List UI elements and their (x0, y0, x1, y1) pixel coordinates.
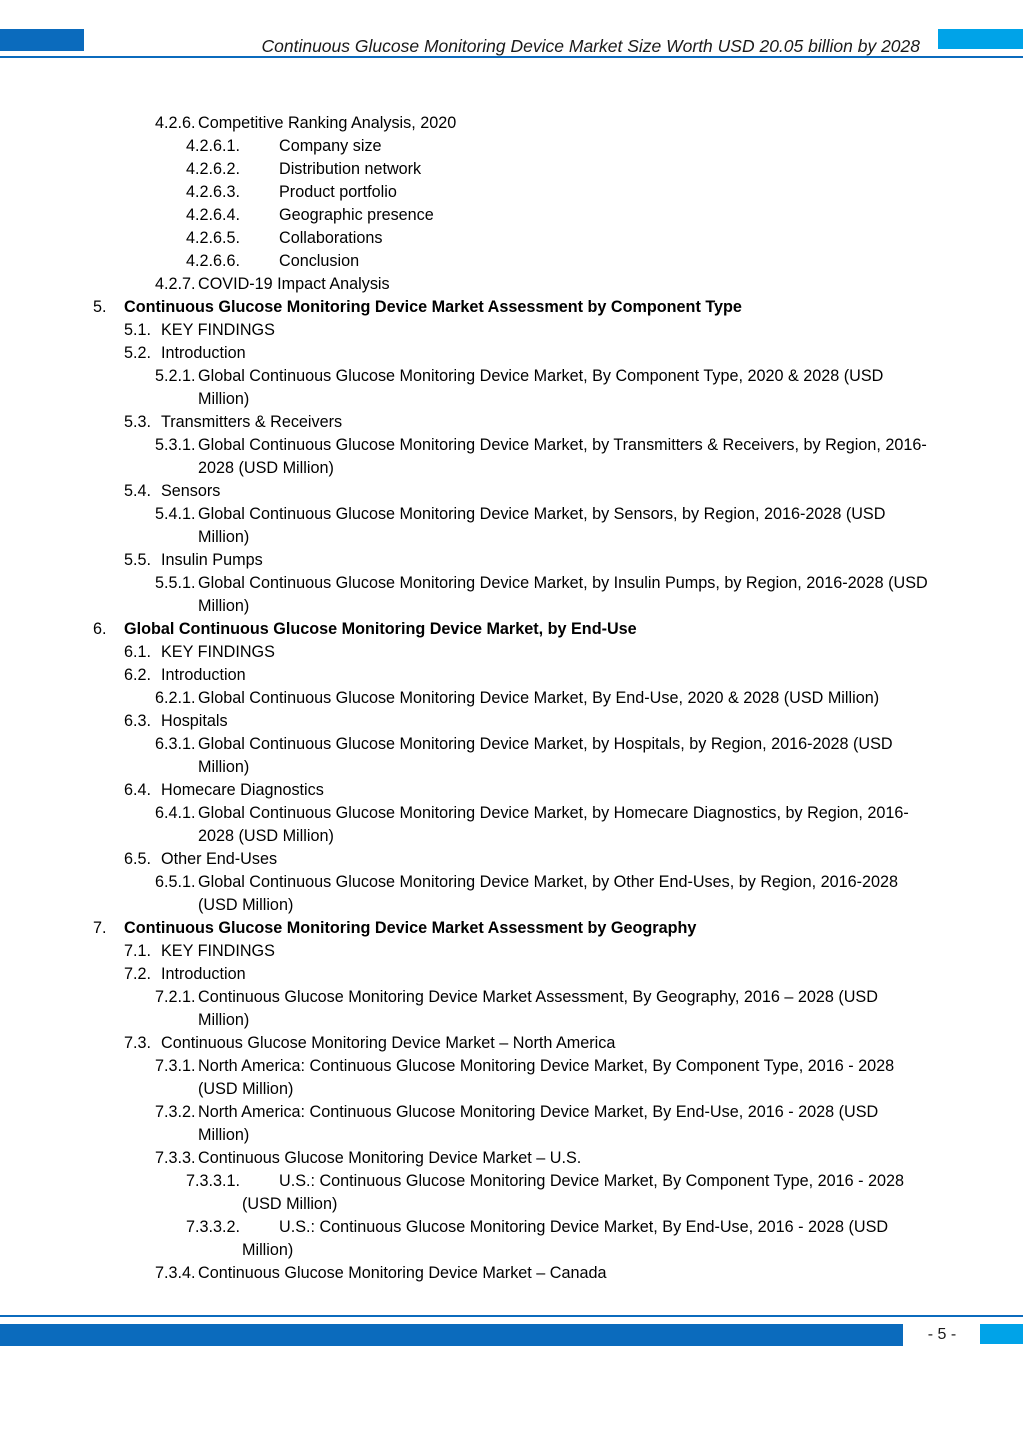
toc-entry-number: 7.3.3.1. (186, 1172, 241, 1190)
toc-entry[interactable] (0, 204, 1023, 227)
toc-entry-text: Introduction (161, 965, 246, 983)
toc-entry-number: 5.5. (124, 551, 152, 569)
toc-entry[interactable] (0, 434, 1023, 480)
toc-entry-text: U.S.: Continuous Glucose Monitoring Device Market, By Component Type, 2016 - 2028 (USD Million) (242, 1172, 905, 1213)
toc-entry-text: Global Continuous Glucose Monitoring Device Market, by Transmitters & Receivers, by Region, 2016-2028 (USD Million) (198, 436, 927, 477)
toc-entry[interactable] (0, 342, 1023, 365)
toc-entry-text: North America: Continuous Glucose Monitoring Device Market, By Component Type, 2016 - 2028 (USD Million) (198, 1057, 895, 1098)
toc-entry-number: 4.2.6.6. (186, 252, 241, 270)
toc-entry-text: U.S.: Continuous Glucose Monitoring Device Market, By End-Use, 2016 - 2028 (USD Million) (242, 1218, 889, 1259)
footer-left-accent-bar (0, 1324, 903, 1346)
toc-entry-number: 4.2.6.1. (186, 137, 241, 155)
toc-entry[interactable] (0, 1170, 1023, 1216)
toc-entry[interactable] (0, 1262, 1023, 1285)
toc-entry-text: Product portfolio (279, 183, 397, 201)
toc-entry-text: Continuous Glucose Monitoring Device Market Assessment by Geography (124, 919, 697, 937)
toc-entry[interactable] (0, 664, 1023, 687)
toc-entry-number: 6.1. (124, 643, 152, 661)
toc-entry-text: Continuous Glucose Monitoring Device Market Assessment by Component Type (124, 298, 742, 316)
toc-entry-text: Continuous Glucose Monitoring Device Market – Canada (198, 1264, 607, 1282)
toc-entry-text: Homecare Diagnostics (161, 781, 324, 799)
toc-entry[interactable] (0, 549, 1023, 572)
toc-entry-number: 5.3. (124, 413, 152, 431)
toc-entry-text: Introduction (161, 666, 246, 684)
toc-entry-number: 4.2.7. (155, 275, 196, 293)
toc-entry-number: 7.2. (124, 965, 152, 983)
toc-entry[interactable] (0, 572, 1023, 618)
toc-entry[interactable] (0, 779, 1023, 802)
toc-entry-number: 4.2.6.2. (186, 160, 241, 178)
toc-entry[interactable] (0, 1147, 1023, 1170)
toc-entry-number: 4.2.6.3. (186, 183, 241, 201)
toc-entry-text: Company size (279, 137, 382, 155)
toc-entry[interactable] (0, 296, 1023, 319)
toc-entry[interactable] (0, 250, 1023, 273)
toc-entry-number: 6.4. (124, 781, 152, 799)
toc-entry[interactable] (0, 365, 1023, 411)
toc-entry-text: Insulin Pumps (161, 551, 263, 569)
toc-entry-number: 6.3.1. (155, 735, 196, 753)
toc-entry-text: Conclusion (279, 252, 360, 270)
toc-entry-text: Distribution network (279, 160, 422, 178)
toc-entry-number: 5. (93, 298, 107, 316)
toc-entry-text: KEY FINDINGS (161, 321, 275, 339)
header-title: Continuous Glucose Monitoring Device Market Size Worth USD 20.05 billion by 2028 (261, 36, 920, 56)
toc-entry[interactable] (0, 480, 1023, 503)
toc-entry-number: 6.5.1. (155, 873, 196, 891)
toc-entry-text: Collaborations (279, 229, 383, 247)
toc-entry[interactable] (0, 963, 1023, 986)
toc-entry-number: 6.3. (124, 712, 152, 730)
toc-entry-text: Transmitters & Receivers (161, 413, 343, 431)
toc-entry-text: Global Continuous Glucose Monitoring Device Market, by Other End-Uses, by Region, 2016-2028 (USD Million) (198, 873, 899, 914)
toc-entry[interactable] (0, 181, 1023, 204)
toc-entry-number: 6.2.1. (155, 689, 196, 707)
toc-entry-number: 7.2.1. (155, 988, 196, 1006)
footer-right-accent-bar (980, 1324, 1023, 1344)
toc-entry-number: 7.3.4. (155, 1264, 196, 1282)
toc-entry[interactable] (0, 227, 1023, 250)
toc-entry[interactable] (0, 871, 1023, 917)
toc-entry[interactable] (0, 1055, 1023, 1101)
toc-entry-text: Other End-Uses (161, 850, 278, 868)
toc-entry-number: 7. (93, 919, 107, 937)
toc-entry-number: 7.3.3.2. (186, 1218, 241, 1236)
toc-entry[interactable] (0, 411, 1023, 434)
header-left-accent-bar (0, 29, 84, 51)
toc-entry[interactable] (0, 1032, 1023, 1055)
toc-entry-number: 5.3.1. (155, 436, 196, 454)
toc-entry[interactable] (0, 135, 1023, 158)
toc-entry-text: Hospitals (161, 712, 228, 730)
toc-entry[interactable] (0, 503, 1023, 549)
toc-entry-number: 5.1. (124, 321, 152, 339)
toc-entry-number: 6.2. (124, 666, 152, 684)
toc-entry[interactable] (0, 1101, 1023, 1147)
toc-entry-text: Continuous Glucose Monitoring Device Market – North America (161, 1034, 616, 1052)
toc-entry-text: Global Continuous Glucose Monitoring Device Market, by End-Use (124, 620, 637, 638)
toc-entry-text: Competitive Ranking Analysis, 2020 (198, 114, 457, 132)
toc-entry-text: Geographic presence (279, 206, 434, 224)
toc-entry[interactable] (0, 158, 1023, 181)
toc-entry-number: 7.3.3. (155, 1149, 196, 1167)
toc-entry[interactable] (0, 641, 1023, 664)
toc-entry[interactable] (0, 687, 1023, 710)
header-right-accent-bar (938, 29, 1023, 49)
toc-entry[interactable] (0, 733, 1023, 779)
toc-entry[interactable] (0, 917, 1023, 940)
page-number: - 5 - (927, 1326, 957, 1343)
header-divider (0, 56, 1023, 58)
toc-entry[interactable] (0, 802, 1023, 848)
toc-entry[interactable] (0, 986, 1023, 1032)
toc-entry-number: 5.4.1. (155, 505, 196, 523)
toc-entry[interactable] (0, 112, 1023, 135)
table-of-contents (0, 112, 1023, 1285)
toc-entry-text: Global Continuous Glucose Monitoring Device Market, by Insulin Pumps, by Region, 2016-2028 (USD Million) (198, 574, 928, 615)
toc-entry-text: Continuous Glucose Monitoring Device Market – U.S. (198, 1149, 582, 1167)
toc-entry-number: 7.1. (124, 942, 152, 960)
toc-entry-text: KEY FINDINGS (161, 942, 275, 960)
toc-entry-number: 5.4. (124, 482, 152, 500)
toc-entry-number: 4.2.6.4. (186, 206, 241, 224)
toc-entry-number: 7.3.1. (155, 1057, 196, 1075)
toc-entry-text: Sensors (161, 482, 221, 500)
toc-entry[interactable] (0, 273, 1023, 296)
toc-entry-text: Global Continuous Glucose Monitoring Device Market, by Hospitals, by Region, 2016-2028 (USD Million) (198, 735, 893, 776)
toc-entry-text: Global Continuous Glucose Monitoring Device Market, By Component Type, 2020 & 2028 (USD Million) (198, 367, 884, 408)
toc-entry[interactable] (0, 618, 1023, 641)
toc-entry-number: 5.2. (124, 344, 152, 362)
toc-entry-number: 5.5.1. (155, 574, 196, 592)
toc-entry-number: 7.3. (124, 1034, 152, 1052)
toc-entry-text: Global Continuous Glucose Monitoring Device Market, by Sensors, by Region, 2016-2028 (USD Million) (198, 505, 886, 546)
toc-entry-number: 7.3.2. (155, 1103, 196, 1121)
toc-entry-number: 4.2.6. (155, 114, 196, 132)
toc-entry-number: 6.4.1. (155, 804, 196, 822)
toc-entry-text: North America: Continuous Glucose Monitoring Device Market, By End-Use, 2016 - 2028 (USD Million) (198, 1103, 879, 1144)
toc-entry-text: Continuous Glucose Monitoring Device Market Assessment, By Geography, 2016 – 2028 (USD Million) (198, 988, 878, 1029)
toc-entry-number: 5.2.1. (155, 367, 196, 385)
toc-entry[interactable] (0, 848, 1023, 871)
toc-entry[interactable] (0, 1216, 1023, 1262)
toc-entry-text: KEY FINDINGS (161, 643, 275, 661)
toc-entry-number: 6.5. (124, 850, 152, 868)
footer-divider (0, 1315, 1023, 1317)
toc-entry-number: 6. (93, 620, 107, 638)
toc-entry-text: Introduction (161, 344, 246, 362)
toc-entry-number: 4.2.6.5. (186, 229, 241, 247)
toc-entry-text: COVID-19 Impact Analysis (198, 275, 390, 293)
toc-entry[interactable] (0, 940, 1023, 963)
toc-entry-text: Global Continuous Glucose Monitoring Device Market, by Homecare Diagnostics, by Region, 2016-2028 (USD Million) (198, 804, 909, 845)
toc-entry-text: Global Continuous Glucose Monitoring Device Market, By End-Use, 2020 & 2028 (USD Million) (198, 689, 880, 707)
toc-entry[interactable] (0, 710, 1023, 733)
toc-entry[interactable] (0, 319, 1023, 342)
